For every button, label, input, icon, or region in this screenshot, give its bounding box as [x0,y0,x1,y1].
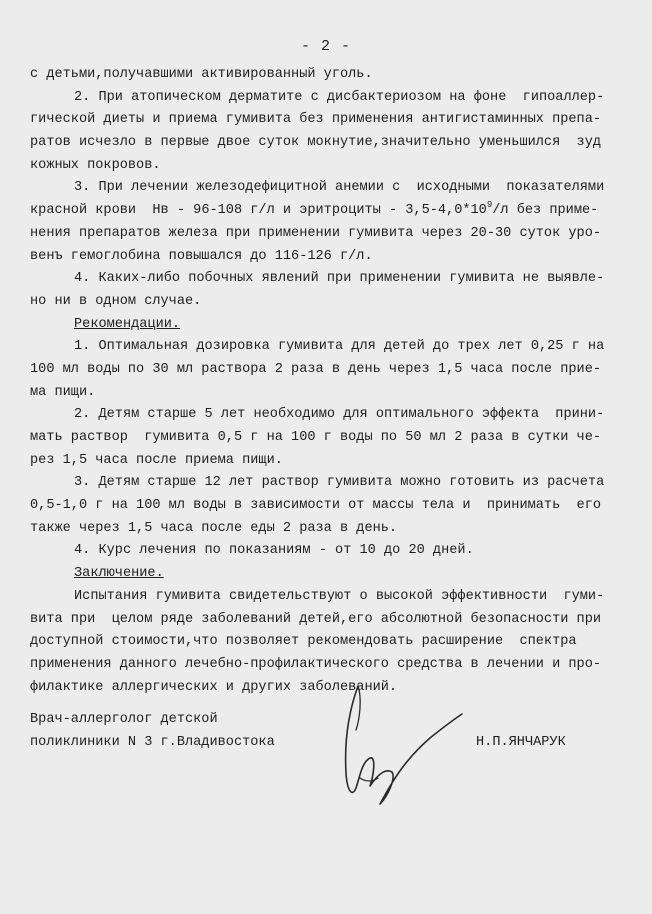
text-line: 4. Каких-либо побочных явлений при применении гумивита не выявле- [74,271,605,287]
text-line: гической диеты и приема гумивита без применения антигистаминных препа- [30,112,602,128]
handwritten-signature [300,678,470,818]
position-line: Врач-аллерголог детской [30,712,218,727]
text-line: нения препаратов железа при применении гумивита через 20-30 суток уро- [30,225,602,241]
section-heading-recommendations: Рекомендации. [74,316,181,332]
text-line: 2. Детям старше 5 лет необходимо для оптимального эффекта прини- [74,407,605,423]
text-line: кожных покровов. [30,157,161,173]
text-line: 100 мл воды по 30 мл раствора 2 раза в день через 1,5 часа после прие- [30,361,602,377]
text-line: доступной стоимости,что позволяет рекомендовать расширение спектра [30,634,577,650]
text-line: применения данного лечебно-профилактического средства в лечении и про- [30,656,602,672]
text-line: 1. Оптимальная дозировка гумивита для детей до трех лет 0,25 г на [74,339,605,355]
text-line: но ни в одном случае. [30,293,202,309]
text-line: 3. Детям старше 12 лет раствор гумивита можно готовить из расчета [74,475,605,491]
anemia-prefix: красной крови [30,203,153,219]
text-line-anemia [30,200,642,223]
text-line: мать раствор гумивита 0,5 г на 100 г воды по 50 мл 2 раза в сутки че- [30,430,602,445]
text-line: рез 1,5 часа после приема пищи. [30,452,283,468]
anemia-exponent: 9 [486,200,493,211]
anemia-values: Нв - 96-108 г/л и эритроциты - 3,5-4,0*10 [152,203,487,219]
position-line: поликлиники N 3 г.Владивостока [30,735,275,750]
signatory-name: Н.П.ЯНЧАРУК [476,735,566,750]
signatory-position [30,708,275,754]
text-line: 2. При атопическом дерматите с дисбактериозом на фоне гипоаллер- [74,89,605,105]
text-line: Испытания гумивита свидетельствуют о высокой эффективности гуми- [74,588,605,604]
document-body [30,64,642,699]
page-number: - 2 - [300,38,351,55]
text-line: также через 1,5 часа после еды 2 раза в день. [30,520,398,536]
text-line: 3. При лечении железодефицитной анемии с исходными показателями [74,180,605,196]
text-line: ма пищи. [30,384,96,400]
section-heading-conclusion: Заключение. [74,566,164,582]
text-line: 0,5-1,0 г на 100 мл воды в зависимости от массы тела и принимать его [30,498,602,514]
text-line: 4. Курс лечения по показаниям - от 10 до 20 дней. [74,543,474,559]
text-line: ратов исчезло в первые двое суток мокнутие,значительно уменьшился зуд [30,135,602,151]
text-line: вита при целом ряде заболеваний детей,его абсолютной безопасности при [30,611,602,627]
text-line: венъ гемоглобина повышался до 116-126 г/л. [30,248,373,264]
text-line: филактике аллергических и других заболеваний. [30,679,398,695]
text-line: с детьми,получавшими активированный уголь. [30,67,373,82]
anemia-suffix: /л без приме- [492,203,599,219]
